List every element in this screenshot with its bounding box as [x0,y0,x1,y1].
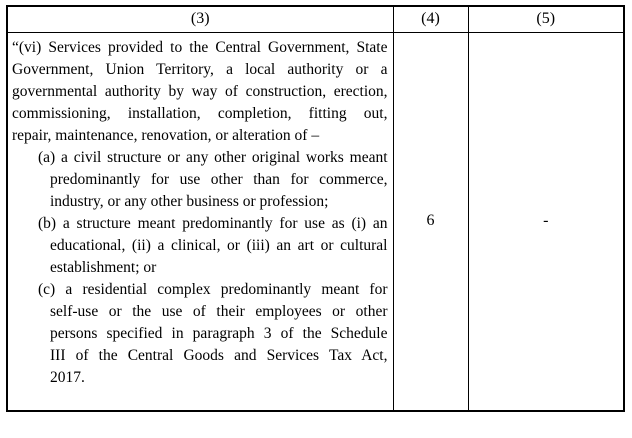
list-item-c-label: (c) [38,280,56,298]
description-line: governmental authority by way of construction, erection, [12,82,388,100]
description-line: Government, Union Territory, a local authority or a [12,60,388,78]
description-line: “(vi) Services provided to the Central Government, State [12,38,388,56]
list-item-a-line-1 [12,147,388,169]
list-item-b-label: (b) [38,214,57,232]
rate-cell: 6 [393,32,468,411]
list-item-c-line-3: persons specified in paragraph 3 of the Schedule [50,324,388,342]
list-item-b-line-1 [12,213,388,235]
entry-row [7,32,624,411]
list-item-b-line-2: educational, (ii) a clinical, or (iii) an art or cultural [50,236,388,254]
list-item-a-line-2: predominantly for use other than for commerce, [50,170,388,188]
tax-rate-table [6,5,625,412]
list-item-c-line-1 [12,279,388,301]
list-item-a-line-3: industry, or any other business or profession; [50,192,329,210]
list-item-a-label: (a) [38,148,56,166]
list-item-c-text: a residential complex predominantly meant for [65,280,388,298]
list-item-c-line-4: III of the Central Goods and Services Tax Act, [50,346,388,364]
description-line: commissioning, installation, completion, fitting out, [12,104,388,122]
condition-cell: - [468,32,624,411]
column-header-3: (3) [7,6,393,32]
service-description-cell [7,32,393,411]
column-header-4: (4) [393,6,468,32]
list-item-c-line-2: self-use or the use of their employees or other [50,302,388,320]
column-header-5: (5) [468,6,624,32]
header-row [7,6,624,32]
list-item-c-line-5: 2017. [50,368,85,386]
list-item-b-line-3: establishment; or [50,258,157,276]
list-item-b-text: a structure meant predominantly for use as (i) an [62,214,388,232]
list-item-a-text: a civil structure or any other original works meant [61,148,388,166]
description-line: repair, maintenance, renovation, or alteration of – [12,126,320,144]
